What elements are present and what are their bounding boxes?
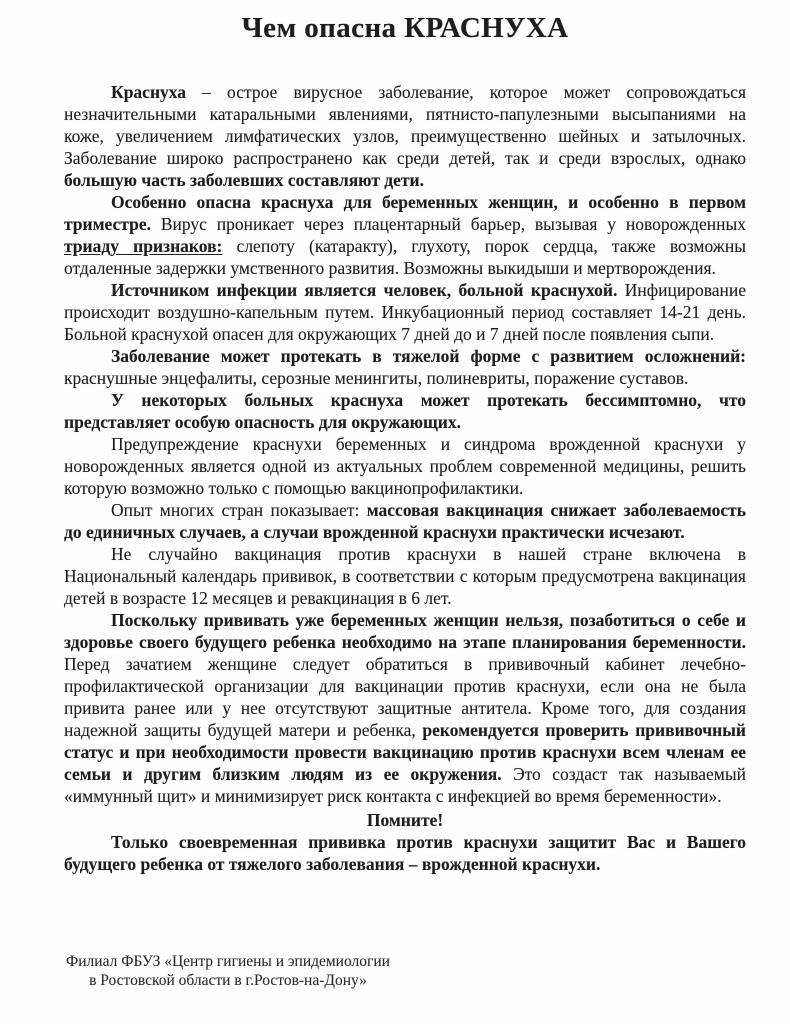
paragraph-severe-course (64, 345, 746, 389)
text-run: слепоту (катаракту), глухоту, порок сердца, также возможны отдаленные задержки умственного развития. Возможны выкидыши и мертворождения. (64, 236, 746, 278)
paragraph-asymptomatic (64, 389, 746, 433)
text-run: Особенно опасна краснуха для беременных женщин, и особенно в первом триместре. (64, 192, 746, 234)
text-run: Вирус проникает через плацентарный барьер, вызывая у новорожденных (150, 214, 746, 234)
text-run: У некоторых больных краснуха может протекать бессимптомно, что представляет особую опасность для окружающих. (64, 390, 746, 432)
paragraph-national-calendar (64, 543, 746, 609)
document-body (64, 12, 746, 875)
paragraph-conclusion (64, 831, 746, 875)
text-run: Перед зачатием женщине следует обратиться в прививочный кабинет лечебно-профилактической организации для вакцинации против краснухи, если она не была привита ранее или у нее отсутствуют защитные антитела. Кроме того, для создания надежной защиты будущей матери и ребенка, (64, 654, 746, 740)
text-run: Заболевание может протекать в тяжелой форме с развитием осложнений: (111, 346, 746, 366)
paragraph-prevention-problem (64, 433, 746, 499)
page-title: Чем опасна КРАСНУХА (241, 12, 569, 44)
text-run: Это создаст так называемый «иммунный щит» и минимизирует риск контакта с инфекцией во время беременности». (64, 764, 746, 806)
text-run: Поскольку прививать уже беременных женщин нельзя, позаботиться о себе и здоровье своего будущего ребенка необходимо на этапе планирования беременности. (64, 610, 746, 652)
text-run: Источником инфекции является человек, больной краснухой. (111, 280, 618, 300)
paragraph-definition (64, 81, 746, 191)
text-run: Только своевременная прививка против краснухи защитит Вас и Вашего будущего ребенка от тяжелого заболевания – врожденной краснухи. (64, 832, 746, 874)
text-run: Не случайно вакцинация против краснухи в нашей стране включена в Национальный календарь прививок, в соответствии с которым предусмотрена вакцинация детей в возрасте 12 месяцев и ревакцинация в 6 лет. (64, 544, 746, 608)
footer-organization (60, 952, 396, 990)
text-run: краснушные энцефалиты, серозные менингиты, полиневриты, поражение суставов. (64, 368, 689, 388)
paragraph-pregnancy-planning (64, 609, 746, 807)
text-run: триаду признаков: (64, 236, 223, 256)
paragraph-world-experience (64, 499, 746, 543)
paragraph-pregnancy-risk (64, 191, 746, 279)
text-run: массовая вакцинация снижает заболеваемость до единичных случаев, а случаи врожденной краснухи практически исчезают. (64, 500, 746, 542)
text-run: большую часть заболевших составляют дети. (64, 170, 424, 190)
reminder-heading: Помните! (366, 810, 444, 830)
footer-line-2: в Ростовской области в г.Ростов-на-Дону» (89, 972, 367, 989)
footer-line-1: Филиал ФБУЗ «Центр гигиены и эпидемиологии (66, 953, 390, 970)
text-run: – острое вирусное заболевание, которое может сопровождаться незначительными катаральными явлениями, пятнисто-папулезными высыпаниями на коже, увеличением лимфатических узлов, преимущественно шейных и затылочных. Заболевание широко распространено как среди детей, так и среди взрослых, однако (64, 82, 746, 168)
text-run: Инфицирование происходит воздушно-капельным путем. Инкубационный период составляет 14-21 день. Больной краснухой опасен для окружающих 7 дней до и 7 дней после появления сыпи. (64, 280, 746, 344)
text-run: Предупреждение краснухи беременных и синдрома врожденной краснухи у новорожденных является одной из актуальных проблем современной медицины, решить которую возможно только с помощью вакцинопрофилактики. (64, 434, 746, 498)
paragraph-infection-source (64, 279, 746, 345)
text-run: Опыт многих стран показывает: (111, 500, 367, 520)
text-run: Краснуха (111, 82, 187, 102)
text-run: рекомендуется проверить прививочный статус и при необходимости провести вакцинацию против краснухи всем членам ее семьи и другим близким людям из ее окружения. (64, 720, 746, 784)
